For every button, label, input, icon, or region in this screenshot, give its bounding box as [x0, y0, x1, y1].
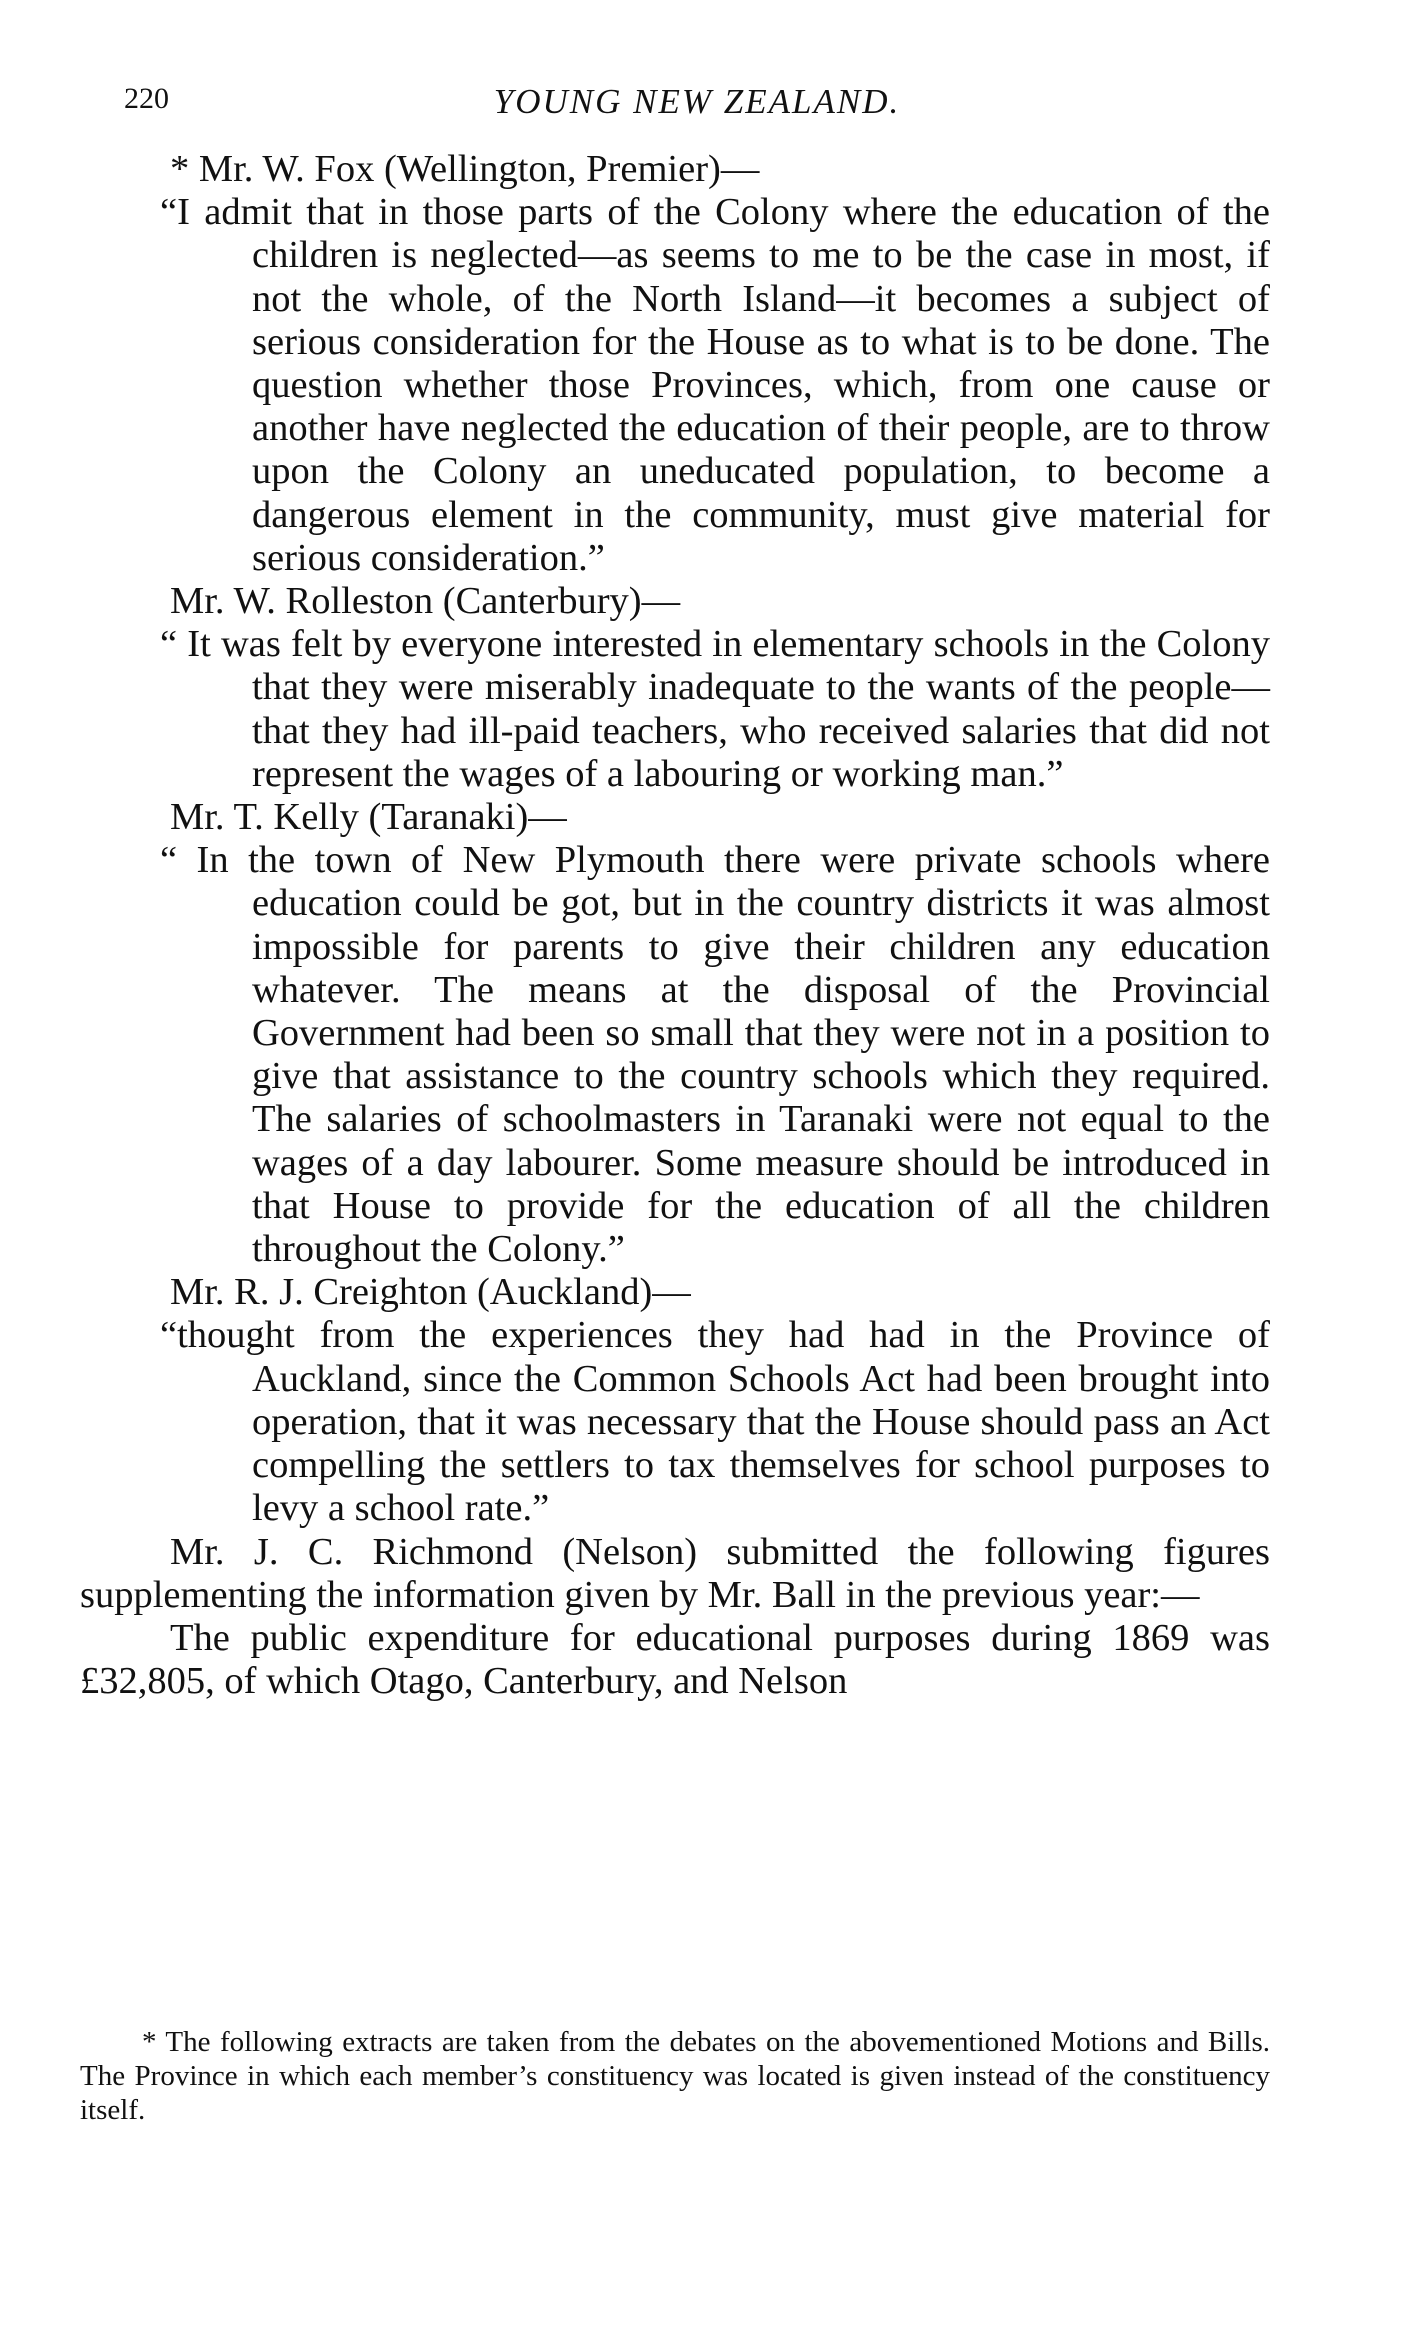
paragraph-richmond: Mr. J. C. Richmond (Nelson) submitted the following figures supplementing the information given by Mr. Ball in the previous year:— — [80, 1530, 1270, 1616]
quote-fox: “I admit that in those parts of the Colony where the education of the children is neglected—as seems to me to be the case in most, if not the whole, of the North Island—it becomes a subject of serious consideration for the House as to what is to be done. The question whether those Provinces, which, from one cause or another have neglected the education of their people, are to throw upon the Colony an uneducated population, to become a dangerous element in the community, must give material for serious consideration.” — [160, 191, 1270, 579]
speaker-line-fox: * Mr. W. Fox (Wellington, Premier)— — [170, 148, 760, 190]
quote-creighton: “thought from the experiences they had had in the Province of Auckland, since the Common Schools Act had been brought into operation, that it was necessary that the House should pass an Act compelling the settlers to tax themselves for school purposes to levy a school rate.” — [160, 1314, 1270, 1530]
main-text — [80, 148, 1270, 1703]
running-title: YOUNG NEW ZEALAND. — [493, 82, 901, 121]
quote-rolleston: “ It was felt by everyone interested in elementary schools in the Colony that they were miserably inadequate to the wants of the people—that they had ill-paid teachers, who received salaries that did not represent the wages of a labouring or working man.” — [160, 623, 1270, 795]
page-number: 220 — [124, 82, 169, 115]
page-header — [124, 82, 1270, 132]
speaker-line-creighton: Mr. R. J. Creighton (Auckland)— — [170, 1271, 691, 1314]
paragraph-expenditure: The public expenditure for educational purposes during 1869 was £32,805, of which Otago, Canterbury, and Nelson — [80, 1616, 1270, 1703]
quote-kelly: “ In the town of New Plymouth there were private schools where education could be got, but in the country districts it was almost impossible for parents to give their children any education whatever. The means at the disposal of the Provincial Government had been so small that they were not in a position to give that assistance to the country schools which they required. The salaries of schoolmasters in Taranaki were not equal to the wages of a day labourer. Some measure should be introduced in that House to provide for the education of all the children throughout the Colony.” — [160, 839, 1270, 1271]
speaker-line-kelly: Mr. T. Kelly (Taranaki)— — [170, 796, 567, 839]
footnote: * The following extracts are taken from the debates on the abovementioned Motions and Bills. The Province in which each member’s constituency was located is given instead of the constituency itself. — [80, 2026, 1270, 2126]
speaker-line-rolleston: Mr. W. Rolleston (Canterbury)— — [170, 580, 681, 623]
